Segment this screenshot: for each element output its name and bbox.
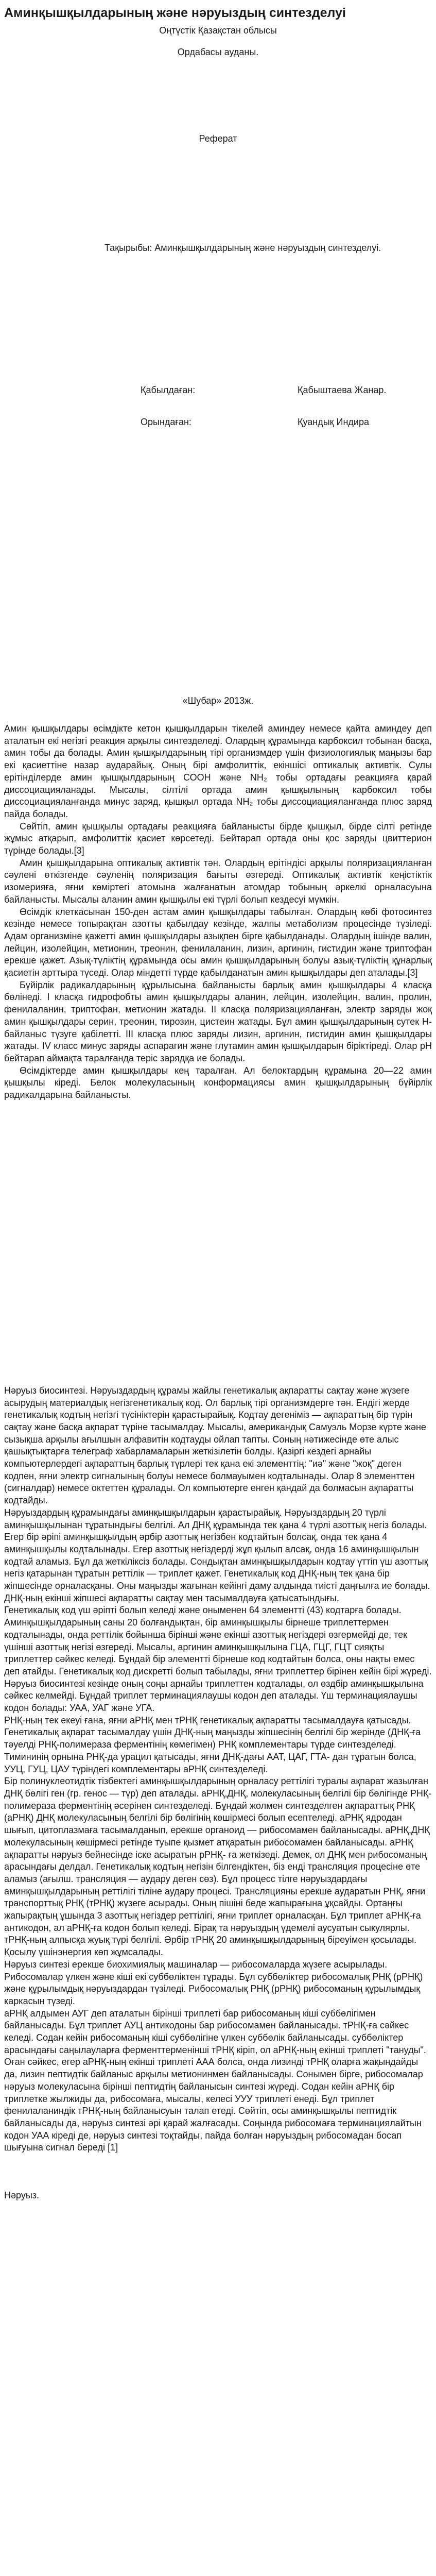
paragraph: Нәруыз синтезі ерекше биохимиялық машиналар — рибосомаларда жүзеге асырылады. Рибосомалар үлкен және кіші екі суббөліктен тұрады. Бұл суббөліктер рибосомалық РНҚ (рРНҚ) және құрылымдық нәруыздардан түзіледі. Рибосомалық РНҚ (рРНҚ) рибосоманың құрылымдық каркасын түзеді.	[4, 1959, 423, 2006]
section-amino-acids	[4, 723, 432, 1101]
topic-line: Тақырыбы: Аминқышқылдарының және нәруыздың синтезделуі.	[104, 243, 381, 253]
paragraph: Нәруыз биосинтезі. Нәруыздардың құрамы жайлы генетикалық ақпаратты сақтау және жүзеге асырудың материалдық негізгенетикалық код. Ол барлық тірі организмдерге тән. Ендігі жерде генетикалық кодтың негізгі түсініктерін қарастырайық. Кодтау дегеніміз — ақпараттың бір түрін сақтау және басқа ақпарат түріне тасымалдау. Мысалы, американдық Самуэль Морзе күрте және сызықша арқылы ағылшын алфавитін кодтауды ойлап тапты. Соның нәтижесінде өте алыс қашықтықтарға телеграф хабарламаларын жеткізілетін болды. Қазіргі кездегі арнайы компьютерлердегі ақпараттың барлық түрлері тек қана екі элементтің: "иә" және "жоқ" деген кодпен, яғни электр сигналының болуы немесе болмауымен кодталынады. Олар 8 элементтен (сигналдар) немесе октеттен құралады. Ол компьютерге енген қандай да болмасын ақпаратты кодтайды.	[4, 1385, 426, 1506]
district-line: Ордабасы ауданы.	[177, 47, 259, 57]
performed-by-label: Орындаған:	[141, 417, 191, 427]
paragraph: Нәруыз биосинтезі кезінде оның соңы арнайы триплеттен кодталады, ол өздбір аминқышқылына сәйкес келмейді. Бұндай триплет терминациялаушы кодон деп аталады. Үш терминациялаушы кодон болады: УАА, УАГ және УГА.	[4, 1678, 424, 1714]
conclusion-label: Нәруыз.	[4, 2190, 40, 2201]
paragraph: РНҚ-ның тек екеуі ғана, яғни аРНҚ мен тРНҚ генетикалық ақпаратты тасымалдауға қатысады. Генетикалық ақпарат тасымалдау үшін ДНҚ-ның маңызды жіпшесінің белгілі бір жерінде (ДНҚ-ға тәуелді РНҚ-полимераза ферментінің көмегімен) РНҚ комплементары түрде синтезделеді. Тимининің орнына РНҚ-да урацил қатысады, яғни ДНҚ-дағы ААТ, ЦАГ, ГТА- дан тұратын болса, УУЦ, ГУЦ, ЦАУ түріндегі комплементары аРНҚ синтезделеді.	[4, 1715, 421, 1774]
accepted-by-label: Қабылдаған:	[141, 385, 196, 395]
paragraph: Амин қышқылдары өсімдікте кетон қышқылдарын тікелей аминдеу немесе қайта аминдеу деп аталатын екі негізгі реакция арқылы синтезделеді. Олардың құрамында карбоксил тобынан басқа, амин тобы да болады. Амин қышқылдарының тірі организмдер үшін физиологиялық маңызы бар екі қасиеттіне назар аударайық. Оның бірі амфолиттік, екіншісі оптикалық активтік. Сулы ерітінділерде амин қышқылдарының СООН және NH₂ тобы ортадағы реакцияға қарай диссоциацияланады. Мысалы, сілтілі ортада амин қышқылының карбоксил тобы диссоциацияланғанда минус заряд, қышқыл ортада NH₂ тобы диссоциацияланғанда плюс заряд пайда болады.	[4, 723, 432, 819]
paragraph: Өсімдік клеткасынан 150-ден астам амин қышқылдары табылған. Олардың көбі фотосинтез кезінде немесе топырақтан азотты қабылдау кезінде, жалпы метаболизм процесінде түзіледі. Адам организміне қажетті амин қышқылдары азықпен бірге қабылданады. Олардың ішінде валин, лейцин, изолейцин, метионин, треонин, фенилаланин, лизин, аргинин, гистидин және триптофан ерекше қажет. Азық-түліктің құрамында осы амин қышқылдарының болуы азық-түліктің құнарлық қасиетін арттыра түседі. Олар міндетті түрде қабылданатын амин қышқылдары деп аталады.[3]	[4, 906, 432, 978]
paragraph: Бір полинуклеотидтік тізбектегі аминқышқылдарының орналасу реттілігі туралы ақпарат жазылған ДНҚ бөлігі ген (гр. генос — түр) деп аталады. аРНҚ,ДНҚ, молекуласының белгілі бір бөлігінде РНҚ- полимераза ферментінің әсерінен синтезделеді. Бұндай жолмен синтезделген ақпараттық РНҚ (аРНҚ) ДНҚ молекуласының белгілі бір бөлігінің көшірмесі болып есептеледі. аРНҚ ядродан шығып, цитоплазмаға тасымалданып, ерекше органоид — рибосомамен байланысады. аРНҚ,ДНҚ молекуласының көшірмесі ретінде туыпе қызмет атқаратын рибосомамен байланысады. аРНҚ ақпаратты нәруыз бейнесінде іске асыратын рРНҚ- ға жеткізеді. Демек, ол ДНҚ мен рибосоманың арасындағы делдал. Генетикалық кодтың негізін білгендіктен, біз енді трансляция процесіне өте аламыз (ағылш. трансляция — аудару деген сөз). Бұл процесс тілге нәруыздардағы аминқышқылдарының реттілігі тіліне аудару процесі. Трансляцияны ерекше аударатын РНҚ, яғни транспорттық РНҚ (тРНҚ) жүзеге асырады. Оның пішіні беде жапырағына ұқсайды. Ортаңғы жапырақтың ұшында 3 азоттық негіздер реттілігі, яғни триплет орналасқан. Бұл триплет аРНҚ-ға антикодон, ал аРНҚ-ға кодон болып келеді. Бірақ та нәруыздың үдемелі аусуатын сыкулярлы. тРНҚ-ның алпысқа жуық түрі белгілі. Әрбір тРНҚ 20 аминқышқылдарының біреуімен қосылады. Қосылу үшінэнергия көп жұмсалады.	[4, 1776, 432, 1958]
performed-by-row	[4, 415, 432, 429]
paragraph: аРНҚ алдымен АУГ деп аталатын бірінші триплеті бар рибосоманың кіші суббөлігімен байланысады. Бұл триплет АУЦ антикодоны бар рибосомамен байланысады. тРНҚ-ға сәйкес келеді. Содан кейін рибосоманың кіші суббөлігіне үлкен суббөлік байланысады. суббөліктер арасындағы саңылауларға ферменттерменінші тРНҚ кіріп, ол аРНҚ-ның екінші триплеті "тануды". Оған сәйкес, егер аРНҚ-ның екінші триплеті ААА болса, онда лизинді тРНҚ оларға жақындайды да, лизин пептидтік байланыс арқылы метионинмен байланысады. Сонымен бірге, рибосомалар нәруыз молекуласына бірінші пептидтің байланысын синтезі жүреді. Содан кейін аРНҚ бір триплетке жылжиды да, рибосомаға, мысалы, келесі УУУ триплеті енеді. Бұл триплет фенилаланиндік тРНҚ-ның байланысуын талап етеді. Сөйтіп, осы аминқышқылы пептидтік байланысады да, нәруыз синтезі әрі қарай жалғасады. Соңында рибосомаға терминациялайтын кодон УАА кіреді де, нәруыз синтезі тоқтайды, пайда болған нәруыздың рибосомадан босап шығуына сигнал береді [1]	[4, 2008, 426, 2153]
paragraph: Сөйтіп, амин қышқылы ортадағы реакцияға байланысты бірде қышқыл, бірде сілті ретінде жұмыс атқарып, амфолиттік қасиет көрсетеді. Бейтарап ортада оны қос заряды цвиттерион түрінде болады.[3]	[4, 821, 432, 856]
doc-type-label: Реферат	[199, 133, 237, 144]
paragraph: Генетикалық код үш әріпті болып келеді және оныменен 64 элементті (43) кодтарға болады. Аминқышқылдарының саны 20 болғандықтан, бір аминқышқылы бірнеше триплеттермен кодталынады, онда реттілік бойынша бірінші және екінші азоттық негіздері өзгермейді де, тек үшінші азоттық негізі өзгереді. Мысалы, аргинин аминқышқылына ГЦА, ГЦГ, ГЦТ сияқты триплеттер сәйкес келеді. Бұндай бір элементті бірнеше код кодтайтын болса, оны нақты емес деп атайды. Генетикалық код дискретті болып табылады, яғни триплеттер бірінен кейін бірі жүреді.	[4, 1605, 432, 1676]
performed-by-name: Қуандық Индира	[298, 417, 370, 427]
document-title: Аминқышқылдарының және нәруыздың синтезделуі	[4, 6, 346, 20]
place-year: «Шубар» 2013ж.	[182, 696, 254, 706]
paragraph: Бүйірлік радикалдарының құрылысына байланысты барлық амин қышқылдары 4 класқа бөлінеді. I класқа гидрофобты амин қышқылдары аланин, лейцин, изолейцин, валин, пролин, фенилаланин, триптофан, метионин жатады. II класқа поляризацияланған, электр заряды жоқ амин қышқылдары серин, треонин, тирозин, цистеин жатады. Бұл амин қышқылдарының сутек H-байланыс түзуге қабілетті. III класқа плюс заряды лизин, аргинин, гистидин амин қышқылдары жатады. IV класс минус заряды аспарагин және глутамин амин қышқылдарын біріктіреді. Олар рН бейтарап аймақта таралғанда теріс зарядқа ие болады.	[4, 979, 432, 1063]
region-line: Оңтүстік Қазақстан облысы	[159, 25, 277, 36]
paragraph: Өсімдіктерде амин қышқылдары кең таралған. Ал белоктардың құрамына 20—22 амин қышқылы кіреді. Белок молекуласының конформациясы амин қышқылдарының бүйірлік радикалдарына байланысты.	[4, 1065, 432, 1100]
accepted-by-name: Қабыштаева Жанар.	[298, 385, 387, 395]
paragraph: Амин қышқылдарына оптикалық активтік тән. Олардың ерітіндісі арқылы поляризацияланған сәулені өткізгенде сәуленің поляризация бағыты өзгереді. Оптикалық активтік кеңістіктік изомерияға, яғни көміртегі атомына жалғанатын атомдар тобының әркелкі орналасуына байланысты. Мысалы аланин амин қышқылы екі түрлі болып кездесуі мүмкін.	[4, 857, 432, 905]
section-protein-biosynthesis	[4, 1385, 432, 2154]
paragraph: Нәруыздардың құрамындағы аминқышқылдарын қарастырайық. Нәруыздардың 20 түрлі аминқышқылынан тұратындығы белгілі. Ал ДНҚ құрамында тек қана 4 түрлі азоттық негіз болады. Егер бір әріпі аминқышқылдың әрбір азоттық негізбен кодтайтын болсақ, онда тек қана 4 аминқышқылы кодталынады. Егер азоттық негіздерді жұп қылып алсақ, онда 16 аминқышқылын кодтай аламыз. Бұл да жеткіліксіз болады. Сондықтан аминқышқылдарын кодтау үттіп үш азоттық негіз қатарынан тұратын реттілік — триплет қажет. Генетикалық код ДНҚ-ның тек қана бір жіпшесінде орналасқаны. Оны маңызды жағынан кейінгі даму алдында тиісті даңғылға ие болады. ДНҚ-ның екінші жіпшесі ақпаратты сақтау мен тасымалдауға қатысатындығы.	[4, 1507, 430, 1603]
accepted-by-row	[4, 383, 432, 397]
